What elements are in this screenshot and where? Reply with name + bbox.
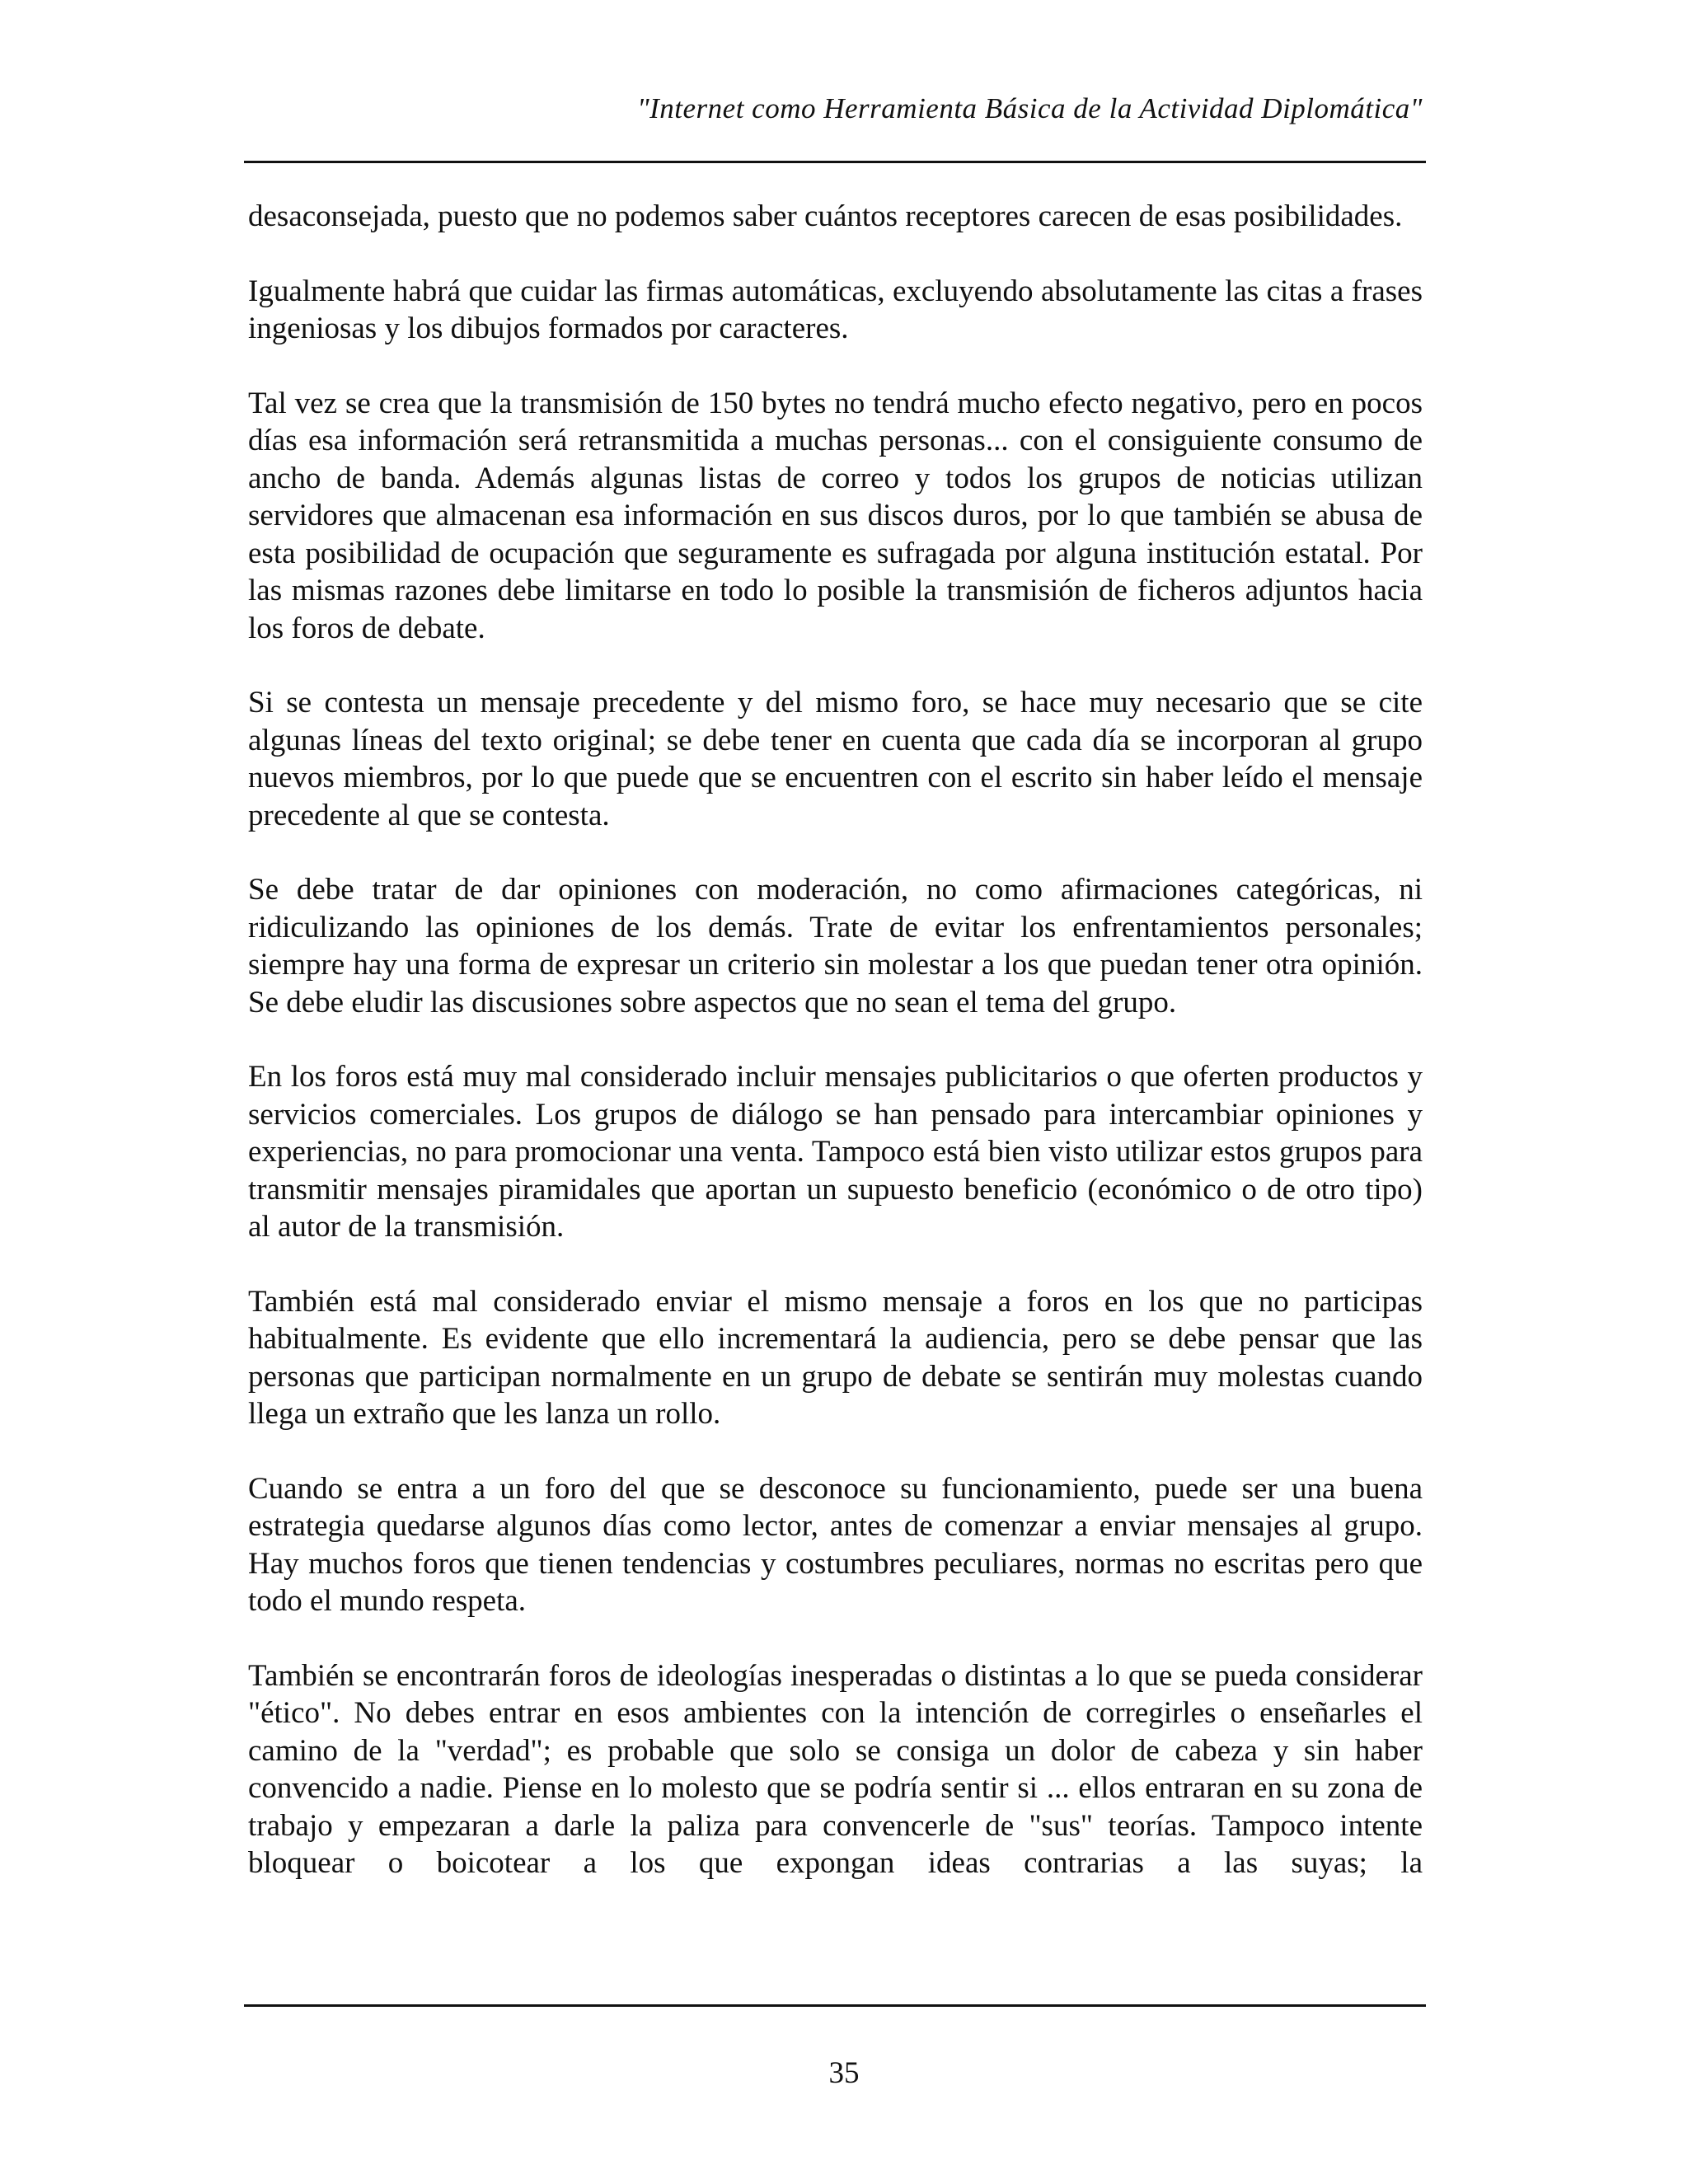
body-text: [248, 198, 1423, 1882]
paragraph: Igualmente habrá que cuidar las firmas automáticas, excluyendo absolutamente las citas a frases ingeniosas y los dibujos formados por caracteres.: [248, 274, 1423, 345]
paragraph: Tal vez se crea que la transmisión de 150 bytes no tendrá mucho efecto negativo, pero en pocos días esa información será retransmitida a muchas personas... con el consiguiente consumo de ancho de banda. Además algunas listas de correo y todos los grupos de noticias utilizan servidores que almacenan esa información en sus discos duros, por lo que también se abusa de esta posibilidad de ocupación que seguramente es sufragada por alguna institución estatal. Por las mismas razones debe limitarse en todo lo posible la transmisión de ficheros adjuntos hacia los foros de debate.: [248, 386, 1423, 645]
header-rule: [244, 161, 1426, 163]
paragraph: También está mal considerado enviar el mismo mensaje a foros en los que no participas habitualmente. Es evidente que ello incrementará la audiencia, pero se debe pensar que las personas que participan normalmente en un grupo de debate se sentirán muy molestas cuando llega un extraño que les lanza un rollo.: [248, 1284, 1423, 1431]
page-number: 35: [828, 2056, 860, 2090]
footer-rule: [244, 2004, 1426, 2007]
paragraph: Si se contesta un mensaje precedente y del mismo foro, se hace muy necesario que se cite algunas líneas del texto original; se debe tener en cuenta que cada día se incorporan al grupo nuevos miembros, por lo que puede que se encuentren con el escrito sin haber leído el mensaje precedente al que se contesta.: [248, 686, 1423, 832]
paragraph: Cuando se entra a un foro del que se desconoce su funcionamiento, puede ser una buena estrategia quedarse algunos días como lector, antes de comenzar a enviar mensajes al grupo. Hay muchos foros que tienen tendencias y costumbres peculiares, normas no escritas pero que todo el mundo respeta.: [248, 1471, 1423, 1618]
paragraph: desaconsejada, puesto que no podemos saber cuántos receptores carecen de esas posibilidades.: [248, 199, 1403, 233]
running-header: "Internet como Herramienta Básica de la Actividad Diplomática": [636, 92, 1423, 124]
paragraph: En los foros está muy mal considerado incluir mensajes publicitarios o que oferten productos y servicios comerciales. Los grupos de diálogo se han pensado para intercambiar opiniones y experiencias, no para promocionar una venta. Tampoco está bien visto utilizar estos grupos para transmitir mensajes piramidales que aportan un supuesto beneficio (económico o de otro tipo) al autor de la transmisión.: [248, 1060, 1423, 1244]
paragraph: También se encontrarán foros de ideologías inesperadas o distintas a lo que se pueda considerar "ético". No debes entrar en esos ambientes con la intención de corregirles o enseñarles el camino de la "verdad"; es probable que solo se consiga un dolor de cabeza y sin haber convencido a nadie. Piense en lo molesto que se podría sentir si ... ellos entraran en su zona de trabajo y empezaran a darle la paliza para convencerle de "sus" teorías. Tampoco intente bloquear o boicotear a los que expongan ideas contrarias a las suyas; la: [248, 1658, 1423, 1880]
paragraph: Se debe tratar de dar opiniones con moderación, no como afirmaciones categóricas, ni ridiculizando las opiniones de los demás. Trate de evitar los enfrentamientos personales; siempre hay una forma de expresar un criterio sin molestar a los que puedan tener otra opinión. Se debe eludir las discusiones sobre aspectos que no sean el tema del grupo.: [248, 873, 1423, 1019]
